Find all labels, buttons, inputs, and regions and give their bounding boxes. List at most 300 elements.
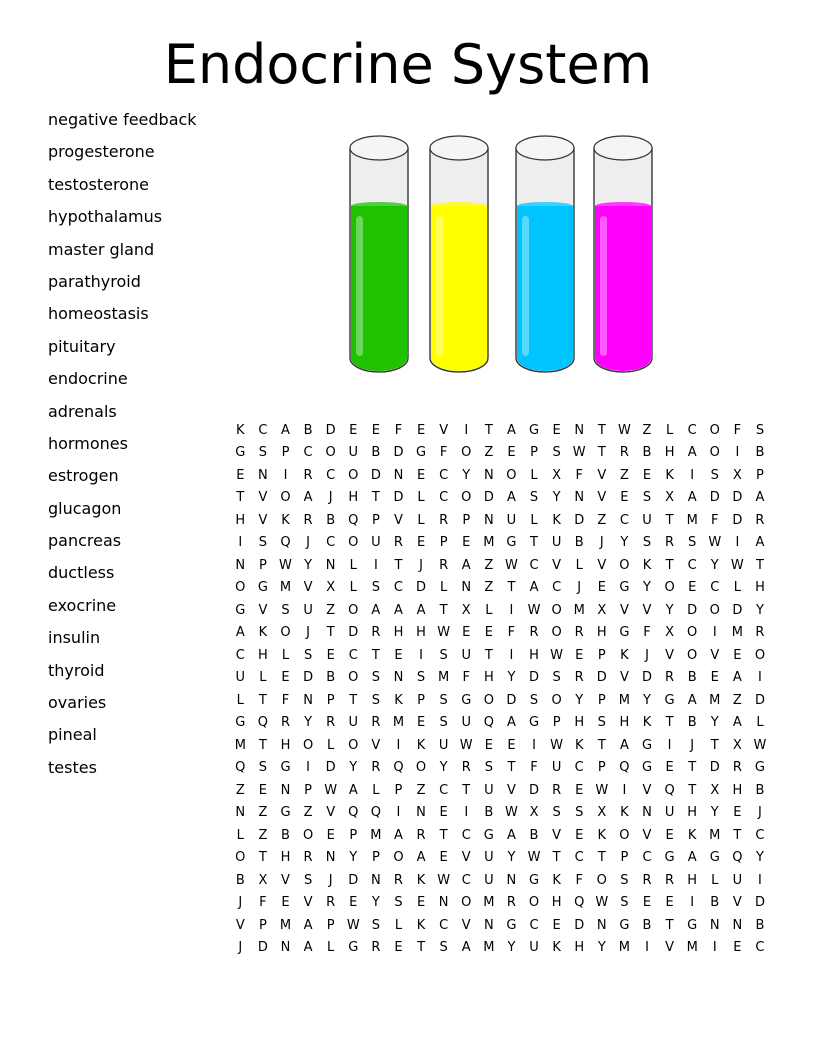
test-tube (350, 136, 408, 372)
grid-letter: R (529, 625, 539, 641)
grid-letter: R (393, 535, 403, 551)
grid-letter: T (597, 737, 606, 753)
grid-letter: Q (732, 850, 743, 866)
grid-letter: S (281, 602, 290, 618)
grid-letter: G (235, 602, 246, 618)
grid-letter: A (529, 580, 539, 596)
grid-letter: E (416, 895, 426, 911)
grid-letter: N (574, 422, 585, 438)
grid-letter: T (236, 490, 245, 506)
grid-letter: E (462, 625, 471, 641)
grid-letter: Q (348, 512, 359, 528)
grid-letter: Q (370, 805, 381, 821)
grid-row (229, 622, 771, 645)
grid-letter: N (506, 872, 517, 888)
grid-letter: R (506, 895, 516, 911)
grid-letter: C (755, 940, 765, 956)
grid-letter: G (619, 580, 630, 596)
grid-letter: L (236, 692, 244, 708)
grid-letter: Y (643, 692, 651, 708)
grid-letter: A (281, 422, 290, 438)
grid-letter: T (597, 850, 606, 866)
grid-letter: I (758, 670, 762, 686)
grid-letter: V (461, 917, 471, 933)
grid-letter: L (756, 715, 764, 731)
grid-letter: L (372, 782, 380, 798)
grid-letter: J (758, 805, 762, 821)
grid-letter: W (346, 917, 360, 933)
grid-letter: S (371, 580, 380, 596)
grid-letter: R (326, 895, 336, 911)
grid-letter: G (528, 422, 540, 438)
grid-letter: P (326, 917, 335, 933)
word-bank-item: insulin (48, 628, 101, 648)
grid-letter: P (552, 715, 561, 731)
grid-letter: Y (710, 715, 719, 731)
grid-letter: T (394, 557, 403, 573)
grid-letter: F (394, 422, 403, 438)
grid-letter: N (483, 917, 494, 933)
grid-letter: U (461, 647, 471, 663)
grid-letter: P (258, 557, 267, 573)
grid-letter: A (687, 445, 697, 461)
grid-letter: B (755, 917, 765, 933)
grid-letter: E (642, 895, 652, 911)
grid-letter: U (371, 535, 381, 551)
grid-letter: B (687, 715, 697, 731)
grid-letter: S (439, 692, 448, 708)
grid-letter: D (687, 602, 698, 618)
grid-letter: V (235, 917, 245, 933)
grid-letter: N (280, 940, 291, 956)
grid-letter: Z (484, 580, 494, 596)
grid-letter: C (258, 422, 268, 438)
grid-letter: A (303, 917, 313, 933)
grid-letter: O (461, 445, 472, 461)
grid-letter: O (551, 625, 562, 641)
grid-letter: O (709, 422, 720, 438)
grid-letter: D (574, 512, 585, 528)
grid-letter: G (528, 872, 540, 888)
grid-letter: W (550, 647, 564, 663)
grid-letter: C (439, 782, 449, 798)
grid-letter: T (710, 737, 719, 753)
grid-letter: N (642, 805, 652, 821)
grid-letter: M (573, 602, 585, 618)
grid-letter: S (642, 535, 652, 551)
grid-letter: Y (597, 940, 606, 956)
grid-letter: E (552, 917, 561, 933)
grid-letter: I (758, 872, 762, 888)
grid-row (229, 757, 771, 780)
grid-letter: T (258, 692, 267, 708)
grid-letter: X (710, 782, 720, 798)
grid-letter: Y (304, 557, 313, 573)
grid-letter: Z (619, 467, 629, 483)
grid-letter: E (710, 670, 719, 686)
grid-letter: S (303, 647, 313, 663)
grid-letter: S (439, 940, 448, 956)
grid-letter: H (280, 737, 291, 753)
grid-letter: V (281, 872, 290, 888)
grid-letter: F (575, 872, 583, 888)
grid-letter: J (577, 580, 582, 596)
grid-letter: N (732, 917, 743, 933)
grid-letter: H (755, 580, 765, 596)
grid-letter: G (709, 850, 720, 866)
grid-letter: T (349, 692, 358, 708)
grid-letter: P (371, 850, 380, 866)
grid-letter: P (530, 445, 538, 461)
grid-letter: C (461, 827, 471, 843)
grid-letter: T (484, 647, 493, 663)
grid-row (229, 937, 771, 960)
grid-letter: P (349, 827, 358, 843)
grid-letter: E (665, 760, 674, 776)
word-bank-item: testosterone (48, 174, 149, 194)
grid-letter: R (574, 625, 584, 641)
grid-letter: A (619, 737, 629, 753)
grid-letter: L (327, 940, 335, 956)
grid-letter: L (485, 602, 493, 618)
grid-letter: K (552, 940, 561, 956)
grid-letter: P (620, 850, 629, 866)
grid-letter: J (599, 535, 604, 551)
grid-letter: H (574, 715, 585, 731)
grid-letter: L (530, 512, 538, 528)
grid-letter: M (709, 827, 721, 843)
grid-letter: M (438, 670, 450, 686)
grid-letter: R (755, 512, 765, 528)
grid-letter: O (393, 850, 404, 866)
grid-letter: I (712, 940, 717, 956)
grid-letter: X (732, 467, 742, 483)
grid-letter: O (619, 557, 630, 573)
grid-letter: X (552, 467, 562, 483)
grid-letter: X (326, 580, 336, 596)
grid-letter: K (642, 715, 652, 731)
grid-letter: D (483, 490, 494, 506)
grid-letter: R (461, 760, 471, 776)
grid-letter: S (303, 872, 313, 888)
grid-letter: A (394, 827, 403, 843)
grid-letter: Z (258, 827, 268, 843)
grid-letter: E (439, 850, 448, 866)
grid-letter: V (552, 557, 562, 573)
grid-letter: U (484, 872, 494, 888)
grid-letter: Z (258, 805, 268, 821)
grid-letter: F (711, 512, 719, 528)
grid-letter: U (235, 670, 246, 686)
grid-letter: V (258, 512, 268, 528)
grid-letter: G (416, 445, 427, 461)
grid-letter: D (529, 782, 540, 798)
grid-letter: T (665, 512, 674, 528)
grid-row (229, 532, 771, 555)
grid-letter: T (439, 827, 448, 843)
grid-letter: I (419, 647, 423, 663)
grid-letter: W (527, 602, 541, 618)
grid-letter: N (303, 692, 313, 708)
grid-letter: O (687, 625, 698, 641)
grid-letter: R (642, 872, 652, 888)
grid-letter: A (506, 715, 516, 731)
grid-letter: B (755, 782, 765, 798)
grid-letter: X (665, 490, 675, 506)
grid-letter: G (235, 445, 246, 461)
grid-letter: C (348, 647, 358, 663)
grid-letter: H (416, 625, 426, 641)
grid-letter: V (642, 602, 652, 618)
grid-letter: V (642, 827, 652, 843)
grid-letter: W (753, 737, 767, 753)
grid-letter: E (733, 805, 742, 821)
grid-letter: H (235, 512, 246, 528)
grid-letter: P (371, 512, 380, 528)
grid-letter: T (371, 647, 380, 663)
grid-letter: M (686, 512, 698, 528)
word-bank-item: hypothalamus (48, 207, 163, 227)
grid-letter: E (349, 895, 358, 911)
grid-row (229, 487, 771, 510)
grid-letter: F (281, 692, 290, 708)
grid-letter: V (258, 602, 268, 618)
grid-letter: F (530, 760, 538, 776)
grid-letter: Y (620, 535, 629, 551)
grid-letter: F (575, 467, 583, 483)
grid-letter: O (348, 737, 359, 753)
grid-letter: O (754, 647, 766, 663)
grid-letter: V (642, 782, 652, 798)
grid-letter: O (302, 737, 314, 753)
grid-letter: Z (326, 602, 336, 618)
grid-letter: E (326, 827, 335, 843)
grid-letter: A (394, 602, 403, 618)
grid-letter: S (529, 490, 539, 506)
grid-letter: R (326, 715, 336, 731)
letter-grid (229, 419, 771, 959)
grid-letter: O (348, 602, 359, 618)
grid-letter: N (461, 580, 472, 596)
grid-letter: S (710, 467, 719, 483)
grid-letter: O (709, 445, 720, 461)
grid-letter: W (527, 850, 541, 866)
grid-letter: U (551, 535, 562, 551)
grid-letter: B (642, 917, 652, 933)
grid-letter: L (440, 580, 448, 596)
grid-letter: J (238, 940, 243, 956)
grid-letter: C (529, 557, 539, 573)
grid-letter: J (419, 557, 423, 573)
grid-letter: X (461, 602, 471, 618)
grid-letter: M (370, 827, 382, 843)
grid-letter: C (393, 580, 403, 596)
grid-letter: A (235, 625, 245, 641)
grid-letter: M (279, 580, 292, 596)
grid-letter: O (415, 760, 427, 776)
grid-letter: W (595, 895, 609, 911)
grid-letter: S (416, 670, 426, 686)
grid-letter: P (281, 445, 290, 461)
grid-letter: T (665, 715, 674, 731)
grid-letter: S (620, 872, 629, 888)
grid-letter: X (597, 602, 607, 618)
grid-letter: A (348, 782, 358, 798)
grid-letter: M (686, 940, 698, 956)
grid-letter: O (325, 445, 336, 461)
grid-letter: N (574, 490, 585, 506)
grid-letter: S (575, 805, 584, 821)
grid-letter: Z (597, 512, 607, 528)
grid-letter: O (664, 580, 675, 596)
grid-letter: E (575, 782, 584, 798)
grid-letter: A (303, 490, 313, 506)
grid-letter: W (595, 782, 609, 798)
grid-letter: H (619, 715, 630, 731)
grid-letter: D (325, 760, 336, 776)
grid-letter: C (574, 760, 584, 776)
word-bank-item: homeostasis (48, 304, 149, 324)
grid-letter: H (732, 782, 743, 798)
grid-letter: R (371, 715, 381, 731)
grid-letter: N (235, 557, 246, 573)
grid-letter: G (257, 580, 268, 596)
grid-letter: A (755, 490, 765, 506)
grid-letter: J (645, 647, 649, 663)
grid-letter: T (484, 422, 493, 438)
grid-letter: R (303, 850, 313, 866)
grid-letter: G (461, 692, 472, 708)
grid-letter: V (619, 602, 629, 618)
grid-row (229, 644, 771, 667)
grid-letter: A (416, 850, 426, 866)
grid-letter: M (731, 625, 743, 641)
word-bank-item: estrogen (48, 466, 119, 486)
grid-letter: N (393, 467, 404, 483)
grid-letter: S (552, 670, 561, 686)
grid-letter: C (710, 580, 720, 596)
grid-letter: P (439, 535, 448, 551)
grid-letter: G (348, 940, 359, 956)
grid-letter: O (551, 602, 562, 618)
grid-letter: I (735, 535, 740, 551)
grid-letter: Z (642, 422, 652, 438)
grid-letter: N (438, 895, 449, 911)
grid-letter: N (393, 670, 404, 686)
grid-letter: S (688, 535, 697, 551)
grid-letter: T (597, 445, 606, 461)
grid-letter: X (529, 805, 539, 821)
grid-letter: P (394, 782, 403, 798)
grid-letter: U (642, 512, 652, 528)
grid-letter: G (687, 917, 698, 933)
grid-letter: C (235, 647, 245, 663)
grid-letter: C (687, 422, 697, 438)
grid-letter: N (258, 467, 268, 483)
grid-letter: G (754, 760, 765, 776)
grid-letter: U (506, 512, 517, 528)
grid-letter: L (530, 467, 538, 483)
grid-letter: D (754, 692, 765, 708)
grid-letter: Y (349, 850, 358, 866)
grid-letter: L (394, 917, 403, 933)
grid-letter: S (371, 917, 380, 933)
grid-letter: N (483, 512, 494, 528)
grid-letter: O (619, 827, 630, 843)
grid-letter: N (596, 917, 607, 933)
grid-row (229, 734, 771, 757)
grid-letter: L (665, 422, 674, 438)
grid-letter: I (396, 737, 401, 753)
grid-letter: R (371, 940, 381, 956)
grid-letter: T (326, 625, 335, 641)
grid-letter: H (687, 805, 698, 821)
grid-letter: I (690, 467, 695, 483)
grid-letter: B (484, 805, 494, 821)
grid-letter: U (551, 760, 562, 776)
grid-letter: R (552, 782, 562, 798)
grid-letter: F (733, 422, 742, 438)
grid-letter: D (393, 490, 404, 506)
grid-letter: S (371, 692, 380, 708)
grid-letter: C (326, 535, 336, 551)
grid-letter: I (735, 445, 740, 461)
grid-letter: V (461, 850, 471, 866)
grid-letter: L (236, 827, 244, 843)
grid-letter: S (529, 692, 539, 708)
grid-letter: D (529, 670, 540, 686)
grid-letter: T (439, 602, 448, 618)
grid-letter: T (552, 850, 561, 866)
grid-letter: V (552, 827, 562, 843)
grid-letter: K (416, 917, 426, 933)
grid-row (229, 824, 771, 847)
grid-letter: G (235, 715, 246, 731)
grid-letter: A (371, 602, 381, 618)
grid-letter: R (371, 760, 381, 776)
grid-letter: Q (348, 805, 359, 821)
word-bank-item: parathyroid (48, 271, 141, 291)
grid-letter: J (306, 535, 310, 551)
grid-letter: B (235, 872, 245, 888)
grid-letter: K (665, 467, 674, 483)
grid-letter: Y (643, 580, 651, 596)
grid-letter: S (439, 715, 448, 731)
grid-letter: T (597, 422, 606, 438)
grid-letter: M (279, 917, 292, 933)
grid-letter: E (507, 445, 516, 461)
grid-letter: Q (574, 895, 585, 911)
grid-letter: T (507, 760, 516, 776)
grid-letter: H (596, 625, 607, 641)
test-tube (594, 136, 652, 372)
grid-letter: I (464, 805, 469, 821)
grid-letter: G (641, 737, 653, 753)
grid-letter: A (687, 692, 697, 708)
grid-letter: U (484, 782, 494, 798)
grid-letter: O (235, 580, 246, 596)
grid-letter: R (574, 670, 584, 686)
grid-letter: E (349, 422, 358, 438)
grid-letter: C (439, 917, 449, 933)
grid-letter: Z (303, 805, 313, 821)
grid-letter: F (462, 670, 470, 686)
grid-letter: E (439, 805, 448, 821)
grid-letter: G (664, 850, 675, 866)
grid-letter: D (574, 917, 585, 933)
grid-row (229, 914, 771, 937)
grid-letter: P (597, 692, 606, 708)
